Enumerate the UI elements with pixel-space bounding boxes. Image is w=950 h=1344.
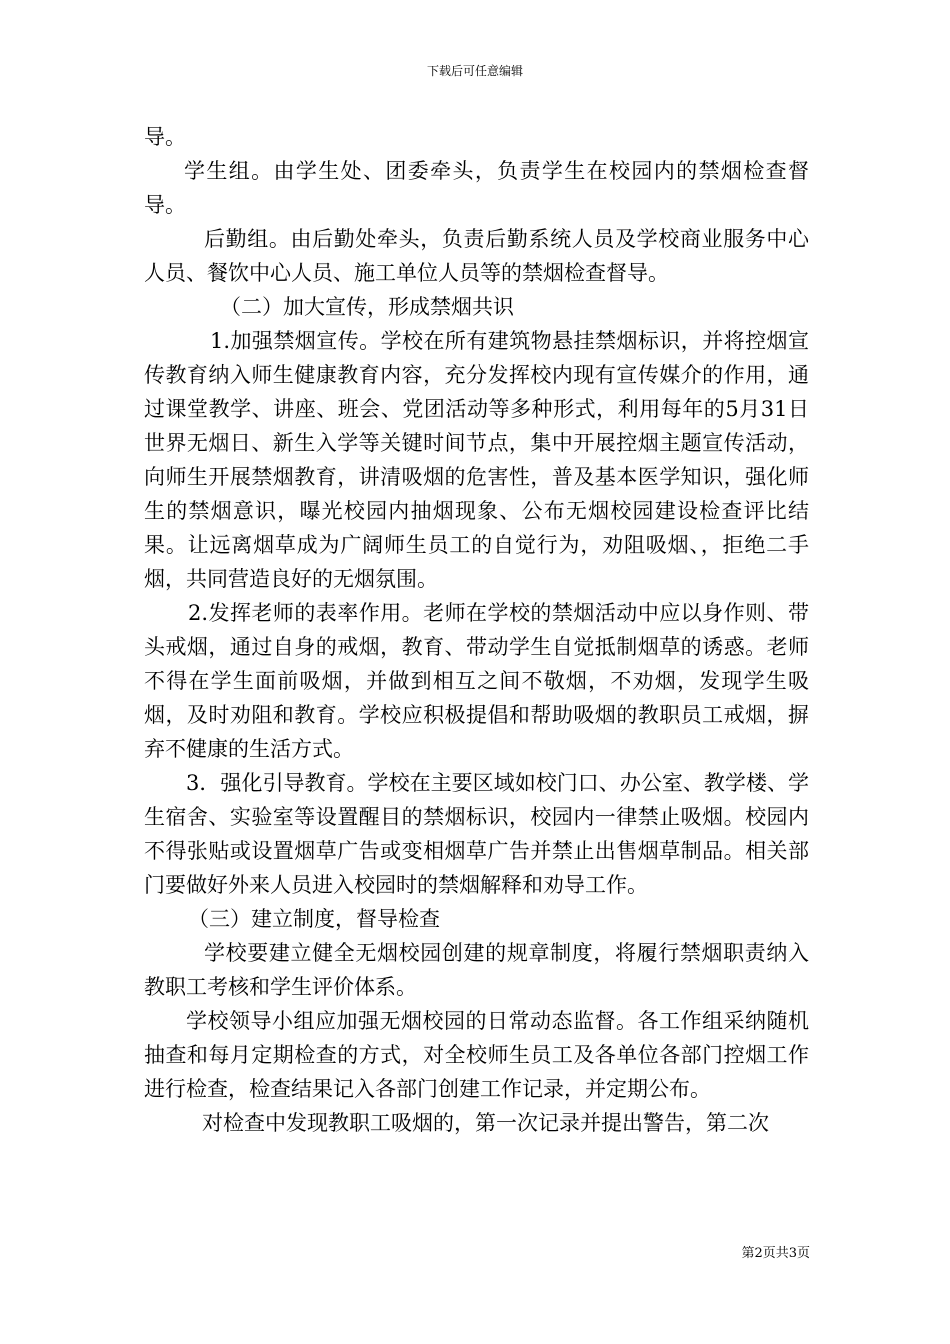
page-number: 第2页共3页	[741, 1246, 810, 1261]
paragraph: 学生组。由学生处、团委牵头，负责学生在校园内的禁烟检查督导。	[144, 159, 809, 217]
paragraph: 1.加强禁烟宣传。学校在所有建筑物悬挂禁烟标识，并将控烟宣传教育纳入师生健康教育内容，充分发挥校内现有宣传媒介的作用，通过课堂教学、讲座、班会、党团活动等多种形式，利用每年的5月31日世界无烟日、新生入学等关键时间节点，集中开展控烟主题宣传活动，向师生开展禁烟教育，讲清吸烟的危害性，普及基本医学知识，强化师生的禁烟意识，曝光校园内抽烟现象、公布无烟校园建设检查评比结果。让远离烟草成为广阔师生员工的自觉行为，劝阻吸烟、，拒绝二手烟，共同营造良好的无烟氛围。	[144, 329, 809, 591]
paragraph: （二）加大宣传，形成禁烟共识	[220, 295, 514, 319]
paragraph: 3．强化引导教育。学校在主要区域如校门口、办公室、教学楼、学生宿舍、实验室等设置醒目的禁烟标识，校园内一律禁止吸烟。校园内不得张贴或设置烟草广告或变相烟草广告并禁止出售烟草制品。相关部门要做好外来人员进入校园时的禁烟解释和劝导工作。	[144, 771, 809, 897]
paragraph: 学校领导小组应加强无烟校园的日常动态监督。各工作组采纳随机抽查和每月定期检查的方式，对全校师生员工及各单位各部门控烟工作进行检查，检查结果记入各部门创建工作记录，并定期公布。	[144, 1009, 809, 1101]
page-header: 下载后可任意编辑	[426, 64, 523, 78]
paragraph: （三）建立制度，督导检查	[188, 907, 440, 931]
document-body	[144, 120, 809, 1140]
paragraph: 2.发挥老师的表率作用。老师在学校的禁烟活动中应以身作则、带头戒烟，通过自身的戒烟，教育、带动学生自觉抵制烟草的诱惑。老师不得在学生面前吸烟，并做到相互之间不敬烟，不劝烟，发现学生吸烟，及时劝阻和教育。学校应积极提倡和帮助吸烟的教职员工戒烟，摒弃不健康的生活方式。	[144, 601, 809, 761]
paragraph: 导。	[144, 125, 186, 149]
paragraph: 后勤组。由后勤处牵头，负责后勤系统人员及学校商业服务中心人员、餐饮中心人员、施工单位人员等的禁烟检查督导。	[144, 227, 809, 285]
paragraph: 对检查中发现教职工吸烟的，第一次记录并提出警告，第二次	[202, 1111, 769, 1135]
paragraph: 学校要建立健全无烟校园创建的规章制度，将履行禁烟职责纳入教职工考核和学生评价体系。	[144, 941, 809, 999]
